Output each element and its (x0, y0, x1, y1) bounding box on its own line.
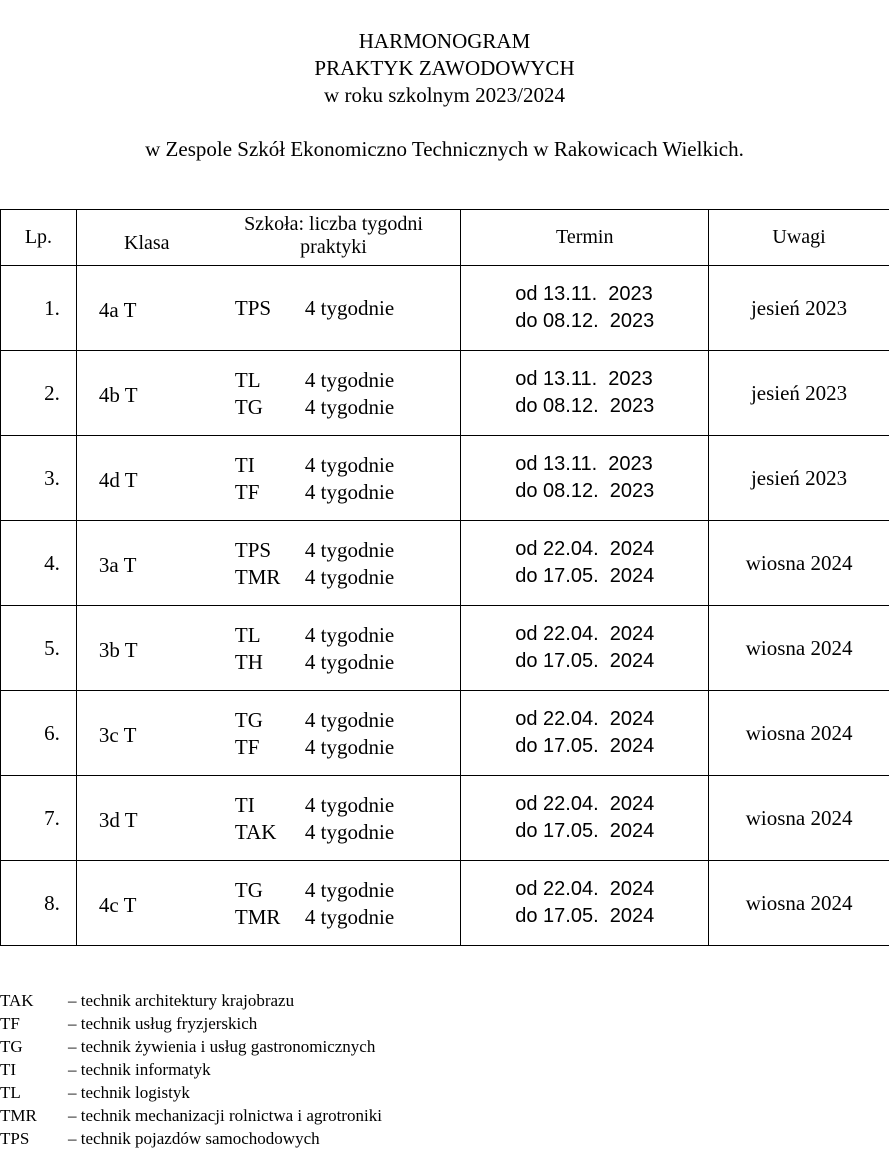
school-weeks (235, 877, 394, 931)
school-entry (235, 295, 394, 322)
school-entry (235, 734, 394, 761)
header-szkola-line1: Szkoła: liczba tygodni (244, 213, 423, 235)
row-number: 3. (44, 465, 60, 490)
cell-lp (1, 861, 77, 946)
weeks-count: 4 tygodnie (304, 735, 395, 759)
school-abbr: TPS (234, 296, 272, 320)
school-entry (235, 622, 394, 649)
date-to: do 08.12. 2023 (515, 395, 655, 417)
school-abbr: TG (234, 395, 263, 419)
class-name: 3a T (98, 553, 137, 577)
legend-desc: – technik architektury krajobrazu (68, 991, 295, 1010)
header-szkola-line2: praktyki (300, 236, 367, 258)
school-weeks (235, 537, 394, 591)
row-number: 7. (44, 805, 60, 830)
cell-klasa-szkola (76, 776, 460, 861)
class-name: 4c T (98, 893, 137, 917)
class-name: 3b T (98, 638, 138, 662)
legend-item (0, 989, 382, 1012)
document-title (0, 28, 889, 109)
cell-klasa-szkola (76, 606, 460, 691)
weeks-count: 4 tygodnie (304, 708, 395, 732)
title-line-1: HARMONOGRAM (358, 29, 531, 53)
legend-abbr: TPS (0, 1129, 30, 1148)
cell-klasa-szkola (76, 266, 460, 351)
weeks-count: 4 tygodnie (304, 905, 395, 929)
date-from: od 22.04. 2024 (515, 538, 655, 560)
cell-uwagi (709, 691, 889, 776)
date-range (515, 621, 654, 675)
school-abbr: TF (234, 735, 260, 759)
legend-desc: – technik żywienia i usług gastronomicznych (68, 1037, 376, 1056)
weeks-count: 4 tygodnie (304, 793, 395, 817)
date-to: do 17.05. 2024 (515, 650, 655, 672)
legend-desc: – technik informatyk (68, 1060, 211, 1079)
school-abbr: TF (234, 480, 260, 504)
season-note: wiosna 2024 (745, 635, 853, 660)
row-number: 5. (44, 635, 60, 660)
school-abbr: TG (234, 708, 263, 732)
class-name: 3d T (98, 808, 138, 832)
school-entry (235, 394, 394, 421)
class-name: 4a T (98, 298, 137, 322)
legend-desc: – technik pojazdów samochodowych (68, 1129, 320, 1148)
school-abbr: TL (234, 368, 261, 392)
table-row (1, 606, 889, 691)
weeks-count: 4 tygodnie (304, 650, 395, 674)
cell-termin (461, 691, 709, 776)
school-entry (235, 479, 394, 506)
row-number: 2. (44, 380, 60, 405)
legend-abbr: TL (0, 1083, 21, 1102)
season-note: wiosna 2024 (745, 890, 853, 915)
date-from: od 22.04. 2024 (515, 708, 655, 730)
legend-desc: – technik usług fryzjerskich (68, 1014, 258, 1033)
header-klasa: Klasa (124, 232, 170, 254)
school-abbr: TMR (234, 565, 281, 589)
school-abbr: TI (234, 453, 255, 477)
row-number: 4. (44, 550, 60, 575)
date-range (515, 281, 654, 335)
table-row (1, 521, 889, 606)
header-termin: Termin (461, 210, 709, 266)
cell-termin (461, 776, 709, 861)
row-number: 8. (44, 890, 60, 915)
weeks-count: 4 tygodnie (304, 368, 395, 392)
school-abbr: TL (234, 623, 261, 647)
school-abbr: TG (234, 878, 263, 902)
date-from: od 22.04. 2024 (515, 878, 655, 900)
class-name: 4b T (98, 383, 138, 407)
date-from: od 13.11. 2023 (515, 368, 653, 390)
date-to: do 08.12. 2023 (515, 480, 655, 502)
cell-lp (1, 521, 77, 606)
school-weeks (235, 452, 394, 506)
cell-uwagi (709, 606, 889, 691)
title-line-2: PRAKTYK ZAWODOWYCH (314, 56, 575, 80)
table-row (1, 266, 889, 351)
header-szkola (226, 213, 441, 259)
cell-lp (1, 606, 77, 691)
cell-termin (461, 861, 709, 946)
date-to: do 08.12. 2023 (515, 310, 655, 332)
cell-termin (461, 266, 709, 351)
cell-klasa-szkola (76, 691, 460, 776)
date-range (515, 791, 654, 845)
weeks-count: 4 tygodnie (304, 623, 395, 647)
cell-lp (1, 266, 77, 351)
school-entry (235, 819, 394, 846)
school-abbr: TMR (234, 905, 281, 929)
season-note: jesień 2023 (750, 295, 848, 320)
date-from: od 13.11. 2023 (515, 453, 653, 475)
school-entry (235, 537, 394, 564)
school-entry (235, 877, 394, 904)
date-range (515, 536, 654, 590)
cell-termin (461, 521, 709, 606)
document-subtitle: w Zespole Szkół Ekonomiczno Technicznych w Rakowicach Wielkich. (145, 137, 744, 161)
school-weeks (235, 367, 394, 421)
weeks-count: 4 tygodnie (304, 395, 395, 419)
school-weeks (235, 295, 394, 322)
legend-item (0, 1012, 382, 1035)
date-from: od 13.11. 2023 (515, 283, 653, 305)
date-to: do 17.05. 2024 (515, 820, 655, 842)
legend-abbr: TI (0, 1060, 17, 1079)
cell-uwagi (709, 436, 889, 521)
season-note: wiosna 2024 (745, 720, 853, 745)
date-range (515, 366, 654, 420)
school-entry (235, 564, 394, 591)
weeks-count: 4 tygodnie (304, 878, 395, 902)
weeks-count: 4 tygodnie (304, 538, 395, 562)
season-note: wiosna 2024 (745, 805, 853, 830)
school-abbr: TH (234, 650, 263, 674)
school-abbr: TI (234, 793, 255, 817)
table-row (1, 691, 889, 776)
school-entry (235, 792, 394, 819)
table-row (1, 351, 889, 436)
date-range (515, 451, 654, 505)
season-note: jesień 2023 (750, 380, 848, 405)
cell-uwagi (709, 266, 889, 351)
legend-item (0, 1104, 382, 1127)
date-from: od 22.04. 2024 (515, 623, 655, 645)
weeks-count: 4 tygodnie (304, 453, 395, 477)
table-row (1, 776, 889, 861)
date-to: do 17.05. 2024 (515, 735, 655, 757)
school-weeks (235, 622, 394, 676)
cell-lp (1, 351, 77, 436)
row-number: 6. (44, 720, 60, 745)
date-range (515, 876, 654, 930)
legend-abbr: TMR (0, 1106, 37, 1125)
school-entry (235, 367, 394, 394)
legend-abbr: TAK (0, 991, 34, 1010)
school-entry (235, 904, 394, 931)
school-abbr: TPS (234, 538, 272, 562)
cell-uwagi (709, 521, 889, 606)
cell-lp (1, 776, 77, 861)
class-name: 3c T (98, 723, 137, 747)
cell-klasa-szkola (76, 351, 460, 436)
date-from: od 22.04. 2024 (515, 793, 655, 815)
cell-uwagi (709, 776, 889, 861)
date-to: do 17.05. 2024 (515, 565, 655, 587)
season-note: wiosna 2024 (745, 550, 853, 575)
cell-klasa-szkola (76, 436, 460, 521)
title-line-3: w roku szkolnym 2023/2024 (324, 83, 565, 107)
cell-lp (1, 436, 77, 521)
legend-desc: – technik logistyk (68, 1083, 190, 1102)
legend-abbr: TF (0, 1014, 20, 1033)
cell-termin (461, 436, 709, 521)
cell-klasa-szkola (76, 521, 460, 606)
date-range (515, 706, 654, 760)
school-weeks (235, 792, 394, 846)
weeks-count: 4 tygodnie (304, 820, 395, 844)
legend-item (0, 1035, 382, 1058)
cell-termin (461, 351, 709, 436)
legend-item (0, 1127, 382, 1150)
date-to: do 17.05. 2024 (515, 905, 655, 927)
cell-uwagi (709, 861, 889, 946)
weeks-count: 4 tygodnie (304, 565, 395, 589)
school-entry (235, 452, 394, 479)
school-weeks (235, 707, 394, 761)
class-name: 4d T (98, 468, 138, 492)
header-lp: Lp. (1, 210, 77, 266)
school-abbr: TAK (234, 820, 277, 844)
legend-item (0, 1058, 382, 1081)
table-row (1, 436, 889, 521)
school-entry (235, 707, 394, 734)
weeks-count: 4 tygodnie (304, 480, 395, 504)
cell-uwagi (709, 351, 889, 436)
legend-abbr: TG (0, 1037, 23, 1056)
cell-termin (461, 606, 709, 691)
abbreviation-legend (0, 989, 382, 1150)
legend-desc: – technik mechanizacji rolnictwa i agrotroniki (68, 1106, 382, 1125)
cell-lp (1, 691, 77, 776)
schedule-table (0, 209, 889, 946)
row-number: 1. (44, 295, 60, 320)
header-uwagi: Uwagi (709, 210, 889, 266)
season-note: jesień 2023 (750, 465, 848, 490)
table-row (1, 861, 889, 946)
legend-item (0, 1081, 382, 1104)
cell-klasa-szkola (76, 861, 460, 946)
school-entry (235, 649, 394, 676)
weeks-count: 4 tygodnie (304, 296, 395, 320)
